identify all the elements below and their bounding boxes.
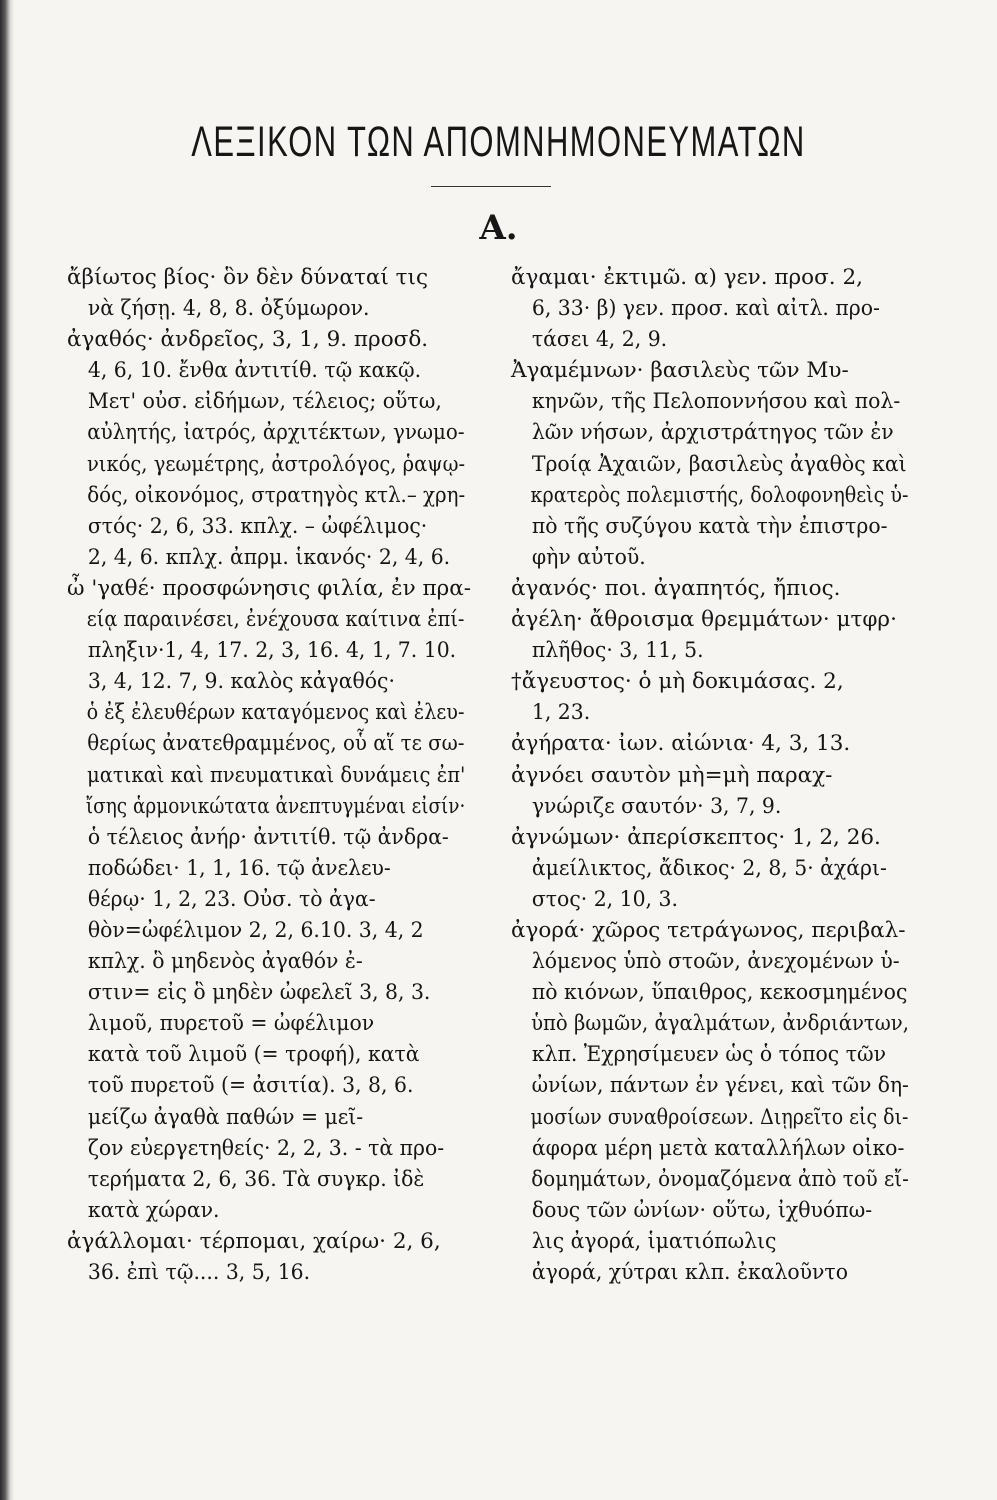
text-line: ζον εὐεργετηθείς· 2, 2, 3. - τὰ προ- xyxy=(87,1135,445,1161)
text-line: ὁ τέλειος ἀνήρ· ἀντιτίθ. τῷ ἀνδρα- xyxy=(87,824,449,850)
text-line: μοσίων συναθροίσεων. Διῃρεῖτο εἰς δι- xyxy=(530,1104,909,1130)
text-line: θερίως ἀνατεθραμμένος, οὗ αἵ τε σω- xyxy=(87,731,465,757)
text-line: 4, 6, 10. ἔνθα ἀντιτίθ. τῷ κακῷ. xyxy=(87,358,422,384)
text-line: ὁ ἐξ ἐλευθέρων καταγόμενος καὶ ἐλευ- xyxy=(86,700,465,726)
text-line: πληξιν·1, 4, 17. 2, 3, 16. 4, 1, 7. 10. xyxy=(87,638,457,664)
text-line: ἄγαμαι· ἐκτιμῶ. α) γεν. προσ. 2, xyxy=(511,265,863,290)
text-line: κλπ. Ἐχρησίμευεν ὡς ὁ τόπος τῶν xyxy=(531,1042,886,1068)
text-line: κατὰ χώραν. xyxy=(87,1197,220,1223)
text-line: στος· 2, 10, 3. xyxy=(531,886,678,912)
right-column xyxy=(511,262,931,1288)
text-line: γνώριζε σαυτόν· 3, 7, 9. xyxy=(531,793,782,819)
text-line: τάσει 4, 2, 9. xyxy=(531,327,668,353)
text-line: ἴσης ἁρμονικώτατα ἀνεπτυγμέναι εἰσίν· xyxy=(85,793,466,819)
text-line: κρατερὸς πολεμιστής, δολοφονηθεὶς ὑ- xyxy=(530,482,909,508)
text-line: ποδώδει· 1, 1, 16. τῷ ἀνελευ- xyxy=(87,855,391,881)
text-line: αὐλητής, ἰατρός, ἀρχιτέκτων, γνωμο- xyxy=(87,420,465,446)
text-line: ἀμείλικτος, ἄδικος· 2, 8, 5· ἀχάρι- xyxy=(531,855,887,881)
text-line: ἀγαθός· ἀνδρεῖος, 3, 1, 9. προσδ. xyxy=(67,327,429,353)
text-line: κπλχ. ὃ μηδενὸς ἀγαθόν ἐ- xyxy=(87,949,363,975)
text-line: ἀγάλλομαι· τέρπομαι, χαίρω· 2, 6, xyxy=(67,1228,441,1254)
text-line: θὸν=ὠφέλιμον 2, 2, 6.10. 3, 4, 2 xyxy=(87,917,424,943)
text-line: ὦ 'γαθέ· προσφώνησις φιλία, ἐν πρα- xyxy=(67,575,472,601)
text-line: ἀγνώμων· ἀπερίσκεπτος· 1, 2, 26. xyxy=(511,824,881,850)
page-title: ΛΕΞΙΚΟΝ ΤΩΝ ΑΠΟΜΝΗΜΟΝΕΥΜΑΤΩΝ xyxy=(191,118,806,166)
text-line: στιν= εἰς ὃ μηδὲν ὠφελεῖ 3, 8, 3. xyxy=(87,980,431,1006)
text-line: λιμοῦ, πυρετοῦ = ὠφέλιμον xyxy=(87,1011,375,1037)
text-line: δός, οἰκονόμος, στρατηγὸς κτλ.– χρη- xyxy=(87,482,466,508)
section-letter: Α. xyxy=(479,208,518,248)
text-line: ἀγέλη· ἄθροισμα θρεμμάτων· μτφρ· xyxy=(511,607,897,633)
text-line: άφορα μέρη μετὰ καταλλήλων οἰκο- xyxy=(531,1135,905,1161)
left-column xyxy=(67,262,487,1288)
text-line: νὰ ζήσῃ. 4, 8, 8. ὀξύμωρον. xyxy=(87,296,370,322)
text-line: φὴν αὐτοῦ. xyxy=(531,544,646,570)
text-line: Ἀγαμέμνων· βασιλεὺς τῶν Μυ- xyxy=(511,358,849,384)
text-line: 36. ἐπὶ τῷ.... 3, 5, 16. xyxy=(87,1260,311,1285)
text-line: κηνῶν, τῆς Πελοποννήσου καὶ πολ- xyxy=(531,389,901,415)
text-line: Μετ' οὐσ. εἰδήμων, τέλειος; οὕτω, xyxy=(87,389,442,415)
text-line: ἀγορά· χῶρος τετράγωνος, περιβαλ- xyxy=(511,917,906,943)
text-line: νικός, γεωμέτρης, ἀστρολόγος, ῥαψῳ- xyxy=(86,451,466,477)
text-line: δομημάτων, ὀνομαζόμενα ἀπὸ τοῦ εἴ- xyxy=(531,1166,909,1192)
text-line: κατὰ τοῦ λιμοῦ (= τροφή), κατὰ xyxy=(87,1042,420,1068)
text-line: ἀγορά, χύτραι κλπ. ἐκαλοῦντο xyxy=(531,1260,848,1285)
text-line: 1, 23. xyxy=(531,700,591,726)
text-line: πὸ τῆς συζύγου κατὰ τὴν ἐπιστρο- xyxy=(531,513,888,539)
title-rule xyxy=(431,186,551,187)
text-line: τερήματα 2, 6, 36. Τὰ συγκρ. ἰδὲ xyxy=(87,1166,425,1192)
text-line: λις ἀγορά, ἱματιόπωλις xyxy=(531,1228,777,1254)
text-line: είᾳ παραινέσει, ἐνέχουσα καίτινα ἐπί- xyxy=(86,607,465,633)
text-line: ματικαὶ καὶ πνευματικαὶ δυνάμεις ἐπ' xyxy=(86,762,466,788)
text-line: 6, 33· β) γεν. προσ. καὶ αἰτλ. προ- xyxy=(531,296,880,322)
text-line: πλῆθος· 3, 11, 5. xyxy=(531,638,704,664)
text-line: ὑπὸ βωμῶν, ἀγαλμάτων, ἀνδριάντων, xyxy=(531,1011,909,1037)
text-line: λόμενος ὑπὸ στοῶν, ἀνεχομένων ὑ- xyxy=(531,949,900,975)
text-line: 2, 4, 6. κπλχ. ἀπρμ. ἱκανός· 2, 4, 6. xyxy=(87,544,451,570)
text-line: ὠνίων, πάντων ἐν γένει, καὶ τῶν δη- xyxy=(531,1073,909,1099)
text-line: θέρῳ· 1, 2, 23. Οὐσ. τὸ ἀγα- xyxy=(87,886,376,912)
text-line: Τροίᾳ Ἀχαιῶν, βασιλεὺς ἀγαθὸς καὶ xyxy=(531,451,907,477)
text-line: στός· 2, 6, 33. κπλχ. – ὠφέλιμος· xyxy=(87,513,428,539)
text-line: ἄβίωτος βίος· ὃν δὲν δύναταί τις xyxy=(67,265,429,290)
text-line: λῶν νήσων, ἀρχιστράτηγος τῶν ἐν xyxy=(531,420,894,446)
text-line: πὸ κιόνων, ὕπαιθρος, κεκοσμημένος xyxy=(531,980,908,1006)
text-line: ἀγνόει σαυτὸν μὴ=μὴ παραχ- xyxy=(511,762,833,788)
text-line: δους τῶν ὠνίων· οὕτω, ἰχθυόπω- xyxy=(531,1197,873,1223)
text-line: †ἄγευστος· ὁ μὴ δοκιμάσας. 2, xyxy=(511,669,844,695)
text-line: ἀγανός· ποι. ἀγαπητός, ἤπιος. xyxy=(511,575,841,601)
text-line: μείζω ἀγαθὰ παθών = μεῖ- xyxy=(87,1104,364,1130)
text-line: ἀγήρατα· ἰων. αἰώνια· 4, 3, 13. xyxy=(511,731,851,757)
text-line: τοῦ πυρετοῦ (= ἀσιτία). 3, 8, 6. xyxy=(87,1073,414,1099)
text-line: 3, 4, 12. 7, 9. καλὸς κἀγαθός· xyxy=(87,669,395,695)
